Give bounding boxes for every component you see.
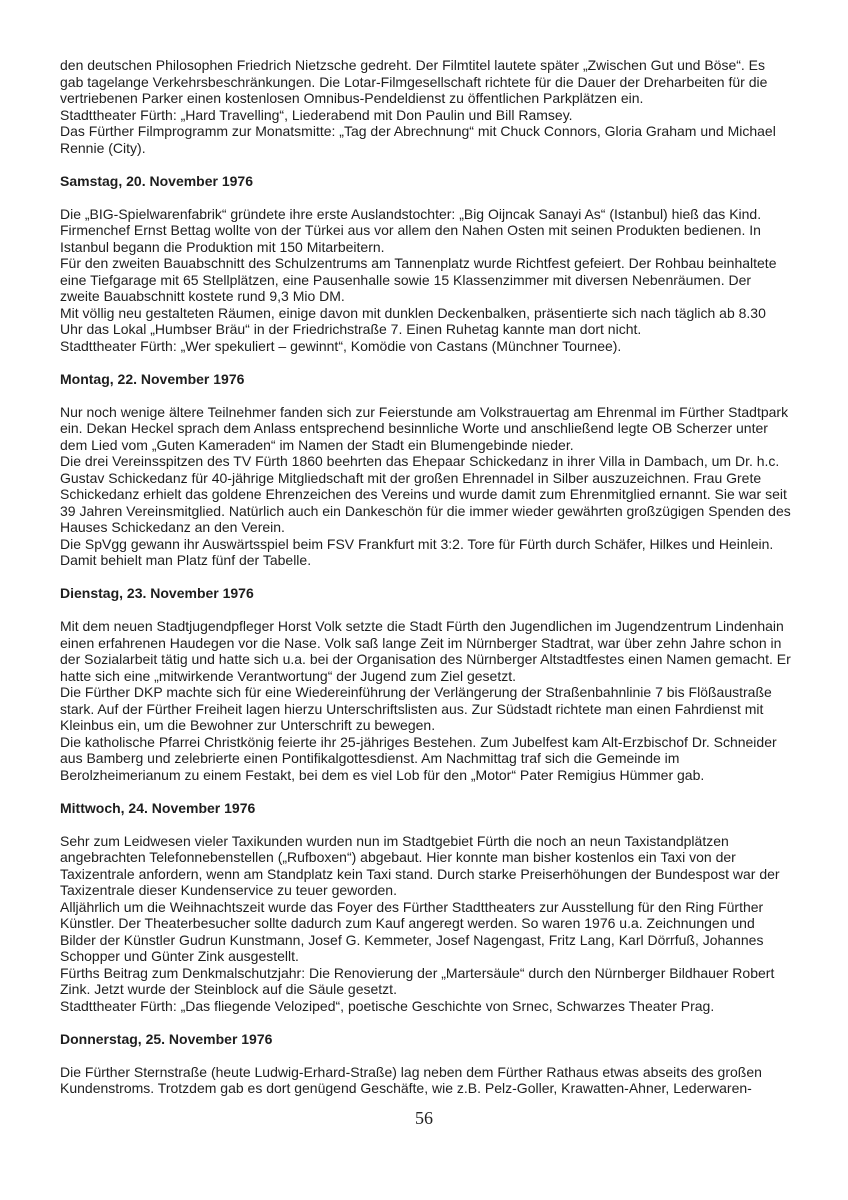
paragraph: Fürths Beitrag zum Denkmalschutzjahr: Die Renovierung der „Martersäule“ durch den Nürnberger Bildhauer Robert Zink. Jetzt wurde der Steinblock auf die Säule gesetzt. xyxy=(60,964,775,997)
paragraph: Die drei Vereinsspitzen des TV Fürth 1860 beehrten das Ehepaar Schickedanz in ihrer Villa in Dambach, um Dr. h.c. Gustav Schickedanz für 40-jährige Mitgliedschaft mit der großen Ehrennadel in Silber auszuzeichnen. Frau Grete Schickedanz erhielt das goldene Ehrenzeichen des Vereins und wurde damit zum Ehrenmitglied ernannt. Sie war seit 39 Jahren Vereinsmitglied. Natürlich auch ein Dankeschön für die immer wieder gewährten großzügigen Spenden des Hauses Schickedanz an den Verein. xyxy=(60,453,791,535)
paragraph: Die Fürther DKP machte sich für eine Wiedereinführung der Verlängerung der Straßenbahnlinie 7 bis Flößaustraße stark. Auf der Fürther Freiheit lagen hierzu Unterschriftslisten aus. Zur Südstadt richtete man einen Fahrdienst mit Kleinbus ein, um die Bewohner zur Unterschrift zu bewegen. xyxy=(60,684,772,733)
paragraph: Alljährlich um die Weihnachtszeit wurde das Foyer des Fürther Stadttheaters zur Ausstellung für den Ring Fürther Künstler. Der Theaterbesucher sollte dadurch zum Kauf angeregt werden. So waren 1976 u.a. Zeichnungen und Bilder der Künstler Gudrun Kunstmann, Josef G. Kemmeter, Josef Nagengast, Fritz Lang, Karl Dörrfuß, Johannes Schopper und Günter Zink ausgestellt. xyxy=(60,898,764,964)
paragraph: Die Fürther Sternstraße (heute Ludwig-Erhard-Straße) lag neben dem Fürther Rathaus etwas abseits des großen Kundenstroms. Trotzdem gab es dort genügend Geschäfte, wie z.B. Pelz-Goller, Krawatten-Ahner, Lederwaren- xyxy=(60,1063,762,1096)
paragraph: Mit völlig neu gestalteten Räumen, einige davon mit dunklen Deckenbalken, präsentierte sich nach täglich ab 8.30 Uhr das Lokal „Humbser Bräu“ in der Friedrichstraße 7. Einen Ruhetag kannte man dort nicht. xyxy=(60,304,766,337)
day-sections xyxy=(60,173,791,1097)
paragraph: Die „BIG-Spielwarenfabrik“ gründete ihre erste Auslandstochter: „Big Oijncak Sanayi As“ (Istanbul) hieß das Kind. Firmenchef Ernst Bettag wollte von der Türkei aus vor allem den Nahen Osten mit seinen Produkten bedienen. In Istanbul begann die Produktion mit 150 Mitarbeitern. xyxy=(60,205,762,255)
paragraph: Nur noch wenige ältere Teilnehmer fanden sich zur Feierstunde am Volkstrauertag am Ehrenmal im Fürther Stadtpark ein. Dekan Heckel sprach dem Anlass entsprechend besinnliche Worte und anschließend legte OB Scherzer unter dem Lied vom „Guten Kameraden“ im Namen der Stadt ein Blumengebinde nieder. xyxy=(60,403,789,453)
paragraph: Sehr zum Leidwesen vieler Taxikunden wurden nun im Stadtgebiet Fürth die noch an neun Taxistandplätzen angebrachten Telefonnebenstellen („Rufboxen“) abgebaut. Hier konnte man bisher kostenlos ein Taxi von der Taxizentrale anfordern, wenn am Standplatz kein Taxi stand. Durch starke Preiserhöhungen der Bundespost war der Taxizentrale dieser Kundenservice zu teuer geworden. xyxy=(60,832,780,898)
page-content xyxy=(60,57,791,1097)
paragraph: Die katholische Pfarrei Christkönig feierte ihr 25-jähriges Bestehen. Zum Jubelfest kam Alt-Erzbischof Dr. Schneider aus Bamberg und zelebrierte einen Pontifikalgottesdienst. Am Nachmittag traf sich die Gemeinde im Berolzheimerianum zu einem Festakt, bei dem es viel Lob für den „Motor“ Pater Remigius Hümmer gab. xyxy=(60,733,777,783)
section-heading: Montag, 22. November 1976 xyxy=(60,370,245,387)
paragraph: Stadttheater Fürth: „Wer spekuliert – gewinnt“, Komödie von Castans (Münchner Tournee). xyxy=(60,337,622,354)
paragraph: den deutschen Philosophen Friedrich Nietzsche gedreht. Der Filmtitel lautete später „Zwischen Gut und Böse“. Es gab tagelange Verkehrsbeschränkungen. Die Lotar-Filmgesellschaft richtete für die Dauer der Dreharbeiten für die vertriebenen Parker einen kostenlosen Omnibus-Pendeldienst zu öffentlichen Parkplätzen ein. xyxy=(60,57,768,106)
section-heading: Samstag, 20. November 1976 xyxy=(60,172,253,189)
paragraph: Mit dem neuen Stadtjugendpfleger Horst Volk setzte die Stadt Fürth den Jugendlichen im Jugendzentrum Lindenhain einen erfahrenen Haudegen vor die Nase. Volk saß lange Zeit im Nürnberger Stadtrat, war über zehn Jahre schon in der Sozialarbeit tätig und hatte sich u.a. bei der Organisation des Nürnberger Altstadtfestes einen Namen gemacht. Er hatte sich eine „mitwirkende Verantwortung“ der Jugend zum Ziel gesetzt. xyxy=(60,618,791,684)
page-number: 56 xyxy=(415,1108,433,1128)
paragraph: Die SpVgg gewann ihr Auswärtsspiel beim FSV Frankfurt mit 3:2. Tore für Fürth durch Schäfer, Hilkes und Heinlein. Damit behielt man Platz fünf der Tabelle. xyxy=(60,535,774,568)
intro-paragraphs xyxy=(60,57,791,156)
section-heading: Dienstag, 23. November 1976 xyxy=(60,585,254,601)
paragraph: Stadttheater Fürth: „Hard Travelling“, Liederabend mit Don Paulin und Bill Ramsey. xyxy=(60,106,573,123)
section-heading: Donnerstag, 25. November 1976 xyxy=(60,1030,273,1047)
section-heading: Mittwoch, 24. November 1976 xyxy=(60,799,256,816)
paragraph: Für den zweiten Bauabschnitt des Schulzentrums am Tannenplatz wurde Richtfest gefeiert. Der Rohbau beinhaltete eine Tiefgarage mit 65 Stellplätzen, eine Pausenhalle sowie 15 Klassenzimmer mit diversen Nebenräumen. Der zweite Bauabschnitt kostete rund 9,3 Mio DM. xyxy=(60,255,777,304)
paragraph: Stadttheater Fürth: „Das fliegende Veloziped“, poetische Geschichte von Srnec, Schwarzes Theater Prag. xyxy=(60,997,715,1014)
paragraph: Das Fürther Filmprogramm zur Monatsmitte: „Tag der Abrechnung“ mit Chuck Connors, Gloria Graham und Michael Rennie (City). xyxy=(60,123,776,156)
